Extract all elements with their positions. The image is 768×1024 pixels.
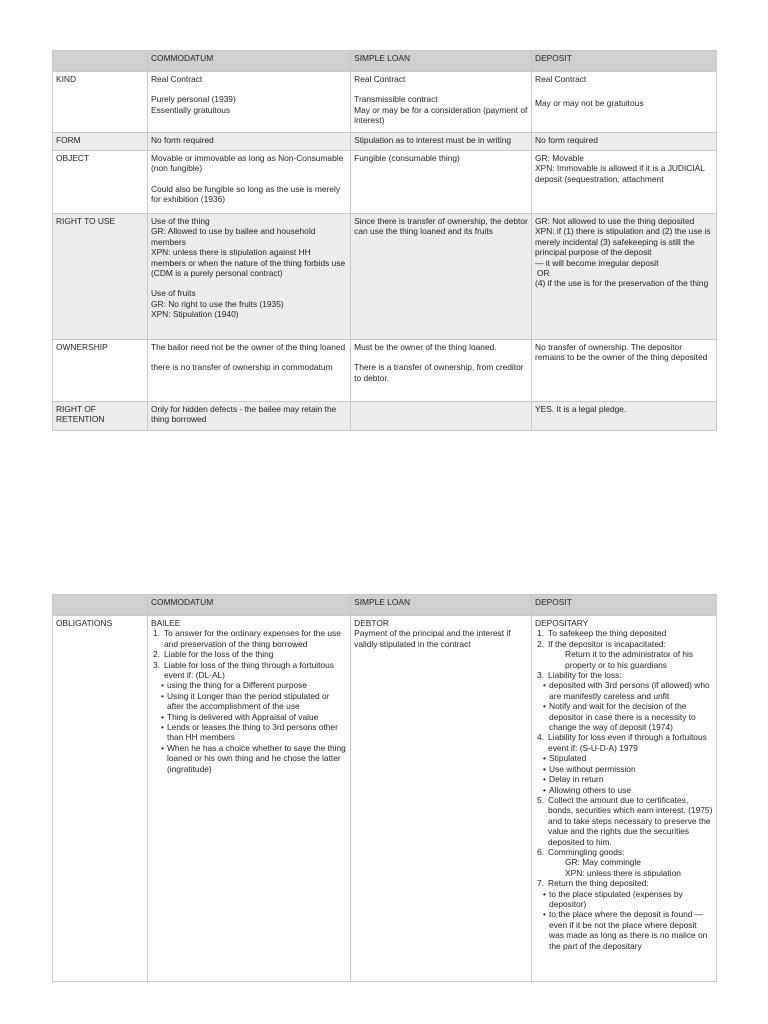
cell-text: Payment of the principal and the interest if validly stipulated in the contract (354, 628, 511, 649)
cell-text: There is a transfer of ownership, from creditor to debtor. (354, 362, 524, 383)
cell-deposit (532, 616, 717, 982)
cell-commodatum (148, 72, 351, 133)
comparison-table-2 (52, 594, 717, 982)
cell-simple-loan (351, 402, 532, 431)
cell-text: May or may not be gratuitous (535, 98, 644, 109)
bullet-list (151, 680, 347, 774)
header-commodatum: COMMODATUM (148, 595, 351, 616)
cell-text: there is no transfer of ownership in commodatum (151, 362, 333, 373)
list-item: • Notify and wait for the decision of the depositor in case there is a necessity to change the way of deposit (1974) (543, 701, 696, 733)
cell-text: GR: Not allowed to use the thing deposited (535, 216, 695, 226)
cell-title: BAILEE (151, 618, 181, 628)
list-item: 1. To safekeep the thing deposited (537, 628, 667, 639)
header-commodatum: COMMODATUM (148, 51, 351, 72)
cell-text: (4) if the use is for the preservation of the thing (535, 278, 709, 289)
cell-text: Use of the thing (151, 216, 210, 226)
list-item: 5. Collect the amount due to certificates, bonds, securities which earn interest. (1975) and to take steps necessary to preserve the value and the rights due the securities deposited to him. (537, 794, 713, 847)
cell-deposit: YES. It is a legal pledge. (532, 402, 717, 431)
list-item: 4. Liability for loss even if through a fortuitous event if: (S-U-D-A) 1979 (537, 732, 707, 753)
header-blank (53, 51, 148, 72)
table-header-row (53, 595, 717, 616)
cell-simple-loan (351, 340, 532, 402)
cell-title: DEBTOR (354, 618, 389, 628)
list-item: • When he has a choice whether to save the thing loaned or his own thing and he chose the latter (ingratitude) (161, 742, 346, 774)
list-item: • Allowing others to use (543, 784, 631, 795)
comparison-table-1 (52, 50, 717, 431)
cell-text: Movable or immovable as long as Non-Consumable (non fungible) (151, 153, 344, 174)
cell-simple-loan: Since there is transfer of ownership, the debtor can use the thing loaned and its fruits (351, 214, 532, 340)
row-label: KIND (53, 72, 148, 133)
cell-deposit: No form required (532, 133, 717, 151)
table-header-row (53, 51, 717, 72)
cell-text: — it will become irregular deposit (535, 257, 659, 268)
row-ownership (53, 340, 717, 402)
list-item: • Stipulated (543, 753, 587, 764)
row-form (53, 133, 717, 151)
sub-text: XPN: unless there is stipulation (565, 867, 681, 878)
list-item: • Use without permission (543, 763, 636, 774)
row-label: OBJECT (53, 151, 148, 214)
cell-commodatum (148, 214, 351, 340)
cell-text: Purely personal (1939) (151, 94, 236, 105)
cell-text: Could also be fungible so long as the use is merely for exhibition (1936) (151, 183, 341, 205)
cell-simple-loan: Stipulation as to interest must be in writing (351, 133, 532, 151)
cell-text: The bailor need not be the owner of the thing loaned (151, 342, 346, 352)
list-item: 3. Liable for loss of the thing through a fortuitous event if: (DL-AL) (153, 659, 334, 681)
cell-text: Real Contract (535, 74, 587, 84)
cell-text: Must be the owner of the thing loaned. (354, 342, 497, 352)
cell-simple-loan (351, 72, 532, 133)
list-item: 6. Commingling goods: (537, 846, 625, 857)
header-deposit: DEPOSIT (532, 51, 717, 72)
row-right-to-use (53, 214, 717, 340)
cell-text: XPN: unless there is stipulation against HH members or when the nature of the thing forbids use (CDM is a purely personal contract) (151, 247, 346, 279)
row-label: FORM (53, 133, 148, 151)
row-label: RIGHT OF RETENTION (53, 402, 148, 431)
cell-text: Transmissible contract (354, 94, 438, 105)
list-item: • deposited with 3rd persons (if allowed) who are manifestly careless and unfit (543, 680, 710, 701)
list-item: 3. Liability for the loss: (537, 670, 622, 681)
cell-text: GR: Allowed to use by bailee and household members (151, 226, 316, 247)
row-object (53, 151, 717, 214)
cell-text: May or may be for a consideration (payment of interest) (354, 104, 528, 126)
cell-text: XPN: if (1) there is stipulation and (2) the use is merely incidental (3) safekeeping is still the principal purpose of the deposit (535, 226, 711, 258)
list-item: • to the place stipulated (expenses by depositor) (543, 888, 683, 909)
cell-text: XPN: Immovable is allowed if it is a JUDICIAL deposit (sequestration, attachment (535, 163, 705, 184)
header-blank (53, 595, 148, 616)
cell-deposit (532, 72, 717, 133)
row-right-of-retention (53, 402, 717, 431)
row-obligations (53, 616, 717, 982)
cell-title: DEPOSITARY (535, 618, 589, 628)
cell-commodatum: Only for hidden defects - the bailee may retain the thing borrowed (148, 402, 351, 431)
sub-text: GR: May commingle (565, 857, 641, 868)
list-item: 2. Liable for the loss of the thing (153, 649, 274, 660)
header-deposit: DEPOSIT (532, 595, 717, 616)
cell-text: OR (537, 268, 550, 279)
list-item: • Lends or leases the thing to 3rd persons other than HH members (161, 722, 338, 743)
cell-text: Use of fruits (151, 288, 196, 299)
list-item: 1. To answer for the ordinary expenses for the use and preservation of the thing borrowed (153, 628, 341, 649)
numbered-list (151, 628, 347, 680)
cell-text: Real Contract (354, 74, 406, 84)
row-label: RIGHT TO USE (53, 214, 148, 340)
cell-commodatum (148, 616, 351, 982)
cell-deposit: No transfer of ownership. The depositor remains to be the owner of the thing deposited (532, 340, 717, 402)
sub-text: Return it to the administrator of his property or to his guardians (565, 649, 694, 670)
cell-simple-loan (351, 616, 532, 982)
cell-commodatum (148, 340, 351, 402)
cell-deposit (532, 151, 717, 214)
cell-text: GR: Movable (535, 153, 584, 163)
list-item: • using the thing for a Different purpose (161, 680, 307, 691)
row-kind (53, 72, 717, 133)
cell-deposit (532, 214, 717, 340)
cell-simple-loan: Fungible (consumable thing) (351, 151, 532, 214)
list-item: 7. Return the thing deposited: (537, 878, 649, 889)
cell-text: XPN: Stipulation (1940) (151, 309, 239, 320)
cell-text: Essentially gratuitous (151, 104, 231, 115)
list-item: • to the place where the deposit is found — even if it be not the place where deposit was made as long as there is no malice on the part of the depositary (543, 909, 708, 951)
header-simple-loan: SIMPLE LOAN (351, 51, 532, 72)
cell-commodatum (148, 151, 351, 214)
cell-commodatum: No form required (148, 133, 351, 151)
row-label: OBLIGATIONS (53, 616, 148, 982)
list-item: • Thing is delivered with Appraisal of value (161, 711, 319, 722)
cell-text: Real Contract (151, 74, 203, 84)
list-item: • Delay in return (543, 774, 604, 785)
header-simple-loan: SIMPLE LOAN (351, 595, 532, 616)
list-item: • Using it Longer than the period stipulated or after the accomplishment of the use (161, 690, 330, 712)
row-label: OWNERSHIP (53, 340, 148, 402)
list-item: 2. If the depositor is incapacitated: (537, 638, 666, 649)
cell-text: GR: No right to use the fruits (1935) (151, 298, 284, 309)
